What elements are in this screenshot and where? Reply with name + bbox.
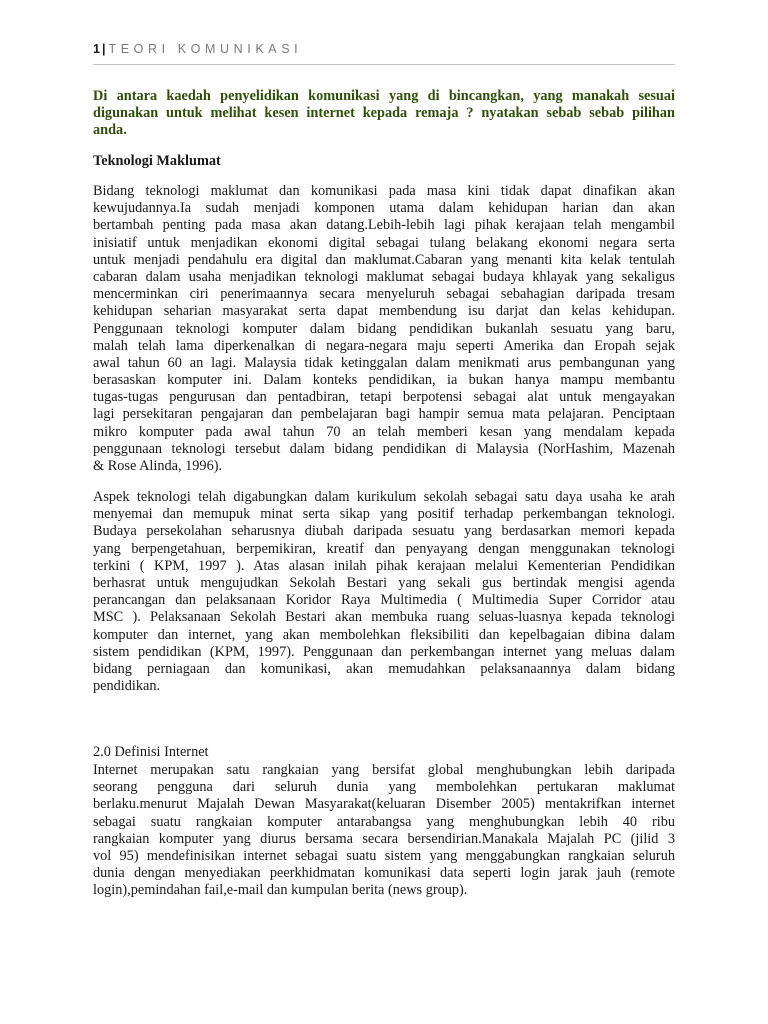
paragraph-line: awal tahun 60 an lagi. Malaysia tidak ketinggalan dalam menikmati arus pembangunan yang: [93, 354, 675, 371]
paragraph-line: tugas-tugas pengurusan dan pentadbiran, tetapi berpotensi sebagai alat untuk mengayakan: [93, 389, 675, 406]
page-header: [93, 42, 675, 65]
paragraph-line: vol 95) mendefinisikan internet sebagai suatu sistem yang menggabungkan rangkaian seluruh: [93, 847, 675, 864]
paragraph-2: [93, 489, 675, 695]
paragraph-line: MSC ). Pelaksanaan Sekolah Bestari akan membuka ruang seluas-luasnya kepada teknologi: [93, 609, 675, 626]
paragraph-line: Penggunaan teknologi komputer dalam bidang pendidikan bukanlah sesuatu yang baru,: [93, 320, 675, 337]
paragraph-line: bidang perniagaan dan komunikasi, akan memudahkan pelaksanaannya dalam bidang: [93, 660, 675, 677]
paragraph-line: dunia dengan menyediakan peerkhidmatan komunikasi data seperti login jarak jauh (remote: [93, 865, 675, 882]
paragraph-line: menyemai dan memupuk minat serta sikap yang positif terhadap perkembangan teknologi.: [93, 506, 675, 523]
paragraph-line: komputer dan internet, yang akan membolehkan fleksibiliti dan kepelbagaian dibina dalam: [93, 626, 675, 643]
paragraph-line: Aspek teknologi telah digabungkan dalam kurikulum sekolah sebagai satu daya usaha ke arah: [93, 489, 675, 505]
paragraph-line: berhasrat untuk mengujudkan Sekolah Bestari yang sekali gus bertindak mengisi agenda: [93, 574, 675, 591]
question-line: anda.: [93, 122, 127, 139]
paragraph-line: mikro komputer pada awal tahun 70 an telah memberi kesan yang mendalam kepada: [93, 423, 675, 440]
paragraph-line: yang berpengetahuan, berpemikiran, kreatif dan penyayang dengan menggunakan teknologi: [93, 540, 675, 557]
paragraph-1: [93, 183, 675, 475]
page-number: 1: [93, 42, 100, 56]
paragraph-line: Budaya persekolahan seharusnya diubah daripada sesuatu yang berdasarkan memori kepada: [93, 523, 675, 540]
paragraph-line: rangkaian komputer yang diurus bersama secara bersendirian.Manakala Majalah PC (jilid 3: [93, 830, 675, 847]
header-separator: |: [101, 42, 106, 56]
paragraph-line: cabaran dalam usaha menjadikan teknologi maklumat sebagai budaya khlayak yang sekaligus: [93, 268, 675, 285]
section-heading-teknologi-maklumat: Teknologi Maklumat: [93, 153, 221, 169]
paragraph-line: mencerminkan ciri penerimaannya secara menyeluruh sebagai sebahagian daripada tresam: [93, 286, 675, 303]
paragraph-line: perancangan dan pelaksanaan Koridor Raya Multimedia ( Multimedia Super Corridor atau: [93, 592, 675, 609]
question-line: Di antara kaedah penyelidikan komunikasi yang di bincangkan, yang manakah sesuai: [93, 88, 675, 104]
paragraph-line: untuk menjadi pendahulu era digital dan maklumat.Cabaran yang menanti kita kelak tentulah: [93, 251, 675, 268]
paragraph-line: & Rose Alinda, 1996).: [93, 458, 223, 474]
paragraph-line: terkini ( KPM, 1997 ). Atas alasan inilah pihak kerajaan melalui Kementerian Pendidikan: [93, 557, 675, 574]
paragraph-line: inisiatif untuk menjadikan ekonomi digital sebagai tulang belakang ekonomi negara serta: [93, 234, 675, 251]
paragraph-line: bertambah penting pada masa akan datang.Lebih-lebih lagi pihak kerajaan telah mengambil: [93, 217, 675, 234]
paragraph-line: pendidikan.: [93, 678, 161, 695]
paragraph-line: kehidupan seharian masyarakat serta dapat membendung isu darjat dan kelas kehidupan.: [93, 303, 675, 320]
paragraph-line: seorang pengguna dari seluruh dunia yang membolehkan pertukaran maklumat: [93, 779, 675, 796]
paragraph-line: penggunaan teknologi tersebut dalam bidang pendidikan di Malaysia (NorHashim, Mazenah: [93, 440, 675, 457]
paragraph-3: [93, 762, 675, 900]
paragraph-line: lagi persekitaran pengajaran dan pembelajaran bagi hampir semua mata pelajaran. Penciptaan: [93, 406, 675, 423]
paragraph-line: berasaskan komputer ini. Dalam konteks pendidikan, ia bukan hanya mampu membantu: [93, 372, 675, 389]
question-text: [93, 88, 675, 140]
paragraph-line: kewujudannya.Ia sudah menjadi komponen utama dalam kehidupan harian dan akan: [93, 200, 675, 217]
paragraph-line: Bidang teknologi maklumat dan komunikasi pada masa kini tidak dapat dinafikan akan: [93, 183, 675, 199]
header-title: TEORI KOMUNIKASI: [108, 42, 303, 56]
paragraph-line: sistem pendidikan (KPM, 1997). Penggunaan dan perkembangan internet yang meluas dalam: [93, 643, 675, 660]
paragraph-line: login),pemindahan fail,e-mail dan kumpulan berita (news group).: [93, 882, 468, 899]
paragraph-line: berlaku.menurut Majalah Dewan Masyarakat(keluaran Disember 2005) mentakrifkan internet: [93, 796, 675, 813]
paragraph-line: malah telah lama diperkenalkan di negara-negara maju seperti Amerika dan Eropah sejak: [93, 337, 675, 354]
question-line: digunakan untuk melihat kesen internet kepada remaja ? nyatakan sebab sebab pilihan: [93, 105, 675, 122]
paragraph-line: Internet merupakan satu rangkaian yang bersifat global menghubungkan lebih daripada: [93, 762, 675, 778]
section-heading-definisi-internet: 2.0 Definisi Internet: [93, 744, 209, 760]
paragraph-line: sebagai suatu rangkaian komputer antarabangsa yang menghubungkan lebih 40 ribu: [93, 813, 675, 830]
